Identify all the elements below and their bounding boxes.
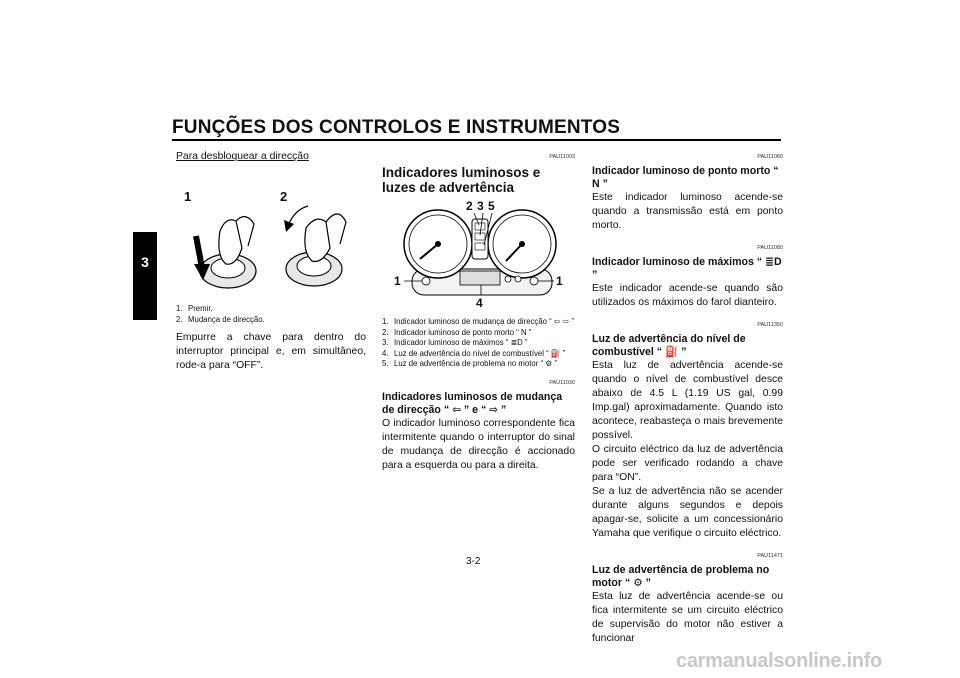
watermark: carmanualsonline.info <box>676 650 882 672</box>
caption-item: 2. Mudança de direcção. <box>176 314 265 324</box>
engine-trouble-heading: Luz de advertência de problema no motor “ ⚙ ” <box>592 564 770 589</box>
section-code: PAU11471 <box>757 553 783 559</box>
page-title: FUNÇÕES DOS CONTROLOS E INSTRUMENTOS <box>172 117 621 138</box>
turn-signal-body: O indicador luminoso correspondente fica intermitente quando o interruptor do sinal de mudança de direcção é accionado para a esquerda ou para a direita. <box>382 417 575 471</box>
fuel-level-heading: Luz de advertência do nível de combustível “ ⛽ ” <box>592 333 746 358</box>
caption-item: 3. Indicador luminoso de máximos “ ≣D ” <box>382 338 528 347</box>
figure-label-2: 2 <box>280 189 288 204</box>
caption-item: 1. Indicador luminoso de mudança de direcção “ ⇦ ⇨ ” <box>382 317 574 326</box>
caption-item: 5. Luz de advertência de problema no motor “ ⚙ ” <box>382 359 558 368</box>
instrument-panel-figure <box>382 199 575 311</box>
figure-label-4: 4 <box>476 296 483 310</box>
figure-label-5: 5 <box>488 199 495 213</box>
column-1 <box>176 150 366 373</box>
engine-trouble-body: Esta luz de advertência acende-se ou fica intermitente se um circuito eléctrico de supervisão do motor não estiver a funcionar <box>592 591 783 644</box>
section-code: PAU11003 <box>549 154 575 160</box>
figure-label-1-right: 1 <box>556 274 563 288</box>
section-code: PAU11350 <box>757 322 783 328</box>
steering-unlock-figure <box>176 176 366 296</box>
caption-item: 1. Premir. <box>176 304 213 313</box>
figure-label-1-left: 1 <box>394 274 401 288</box>
indicators-heading: Indicadores luminosos e luzes de advertência <box>382 165 541 195</box>
section-code: PAU11080 <box>757 245 783 251</box>
caption-item: 4. Luz de advertência do nível de combustível “ ⛽ ” <box>382 348 566 358</box>
figure-label-2: 2 <box>466 199 473 213</box>
figure-label-3: 3 <box>477 199 484 213</box>
column-3 <box>592 150 783 646</box>
unlock-body-text: Empurre a chave para dentro do interruptor principal e, em simultâneo, rode-a para “OFF”. <box>176 332 366 371</box>
key-illustration <box>176 176 366 296</box>
turn-signal-heading: Indicadores luminosos de mudança de direcção “ ⇦ ” e “ ⇨ ” <box>382 390 563 416</box>
fuel-level-body: Esta luz de advertência acende-se quando o nível de combustível desce abaixo de 4.5 L (1.19 US gal, 0.99 Imp.gal) aproximadamente. Quando isto acontece, reabasteça o mais brevemente possível. <box>592 360 783 441</box>
caption-item: 2. Indicador luminoso de ponto morto “ N ” <box>382 327 532 337</box>
neutral-body: Este indicador luminoso acende-se quando a transmissão está em ponto morto. <box>592 192 783 231</box>
instrument-panel-illustration <box>382 199 575 311</box>
section-code: PAU11060 <box>757 154 783 160</box>
figure-captions <box>176 304 366 325</box>
neutral-heading: Indicador luminoso de ponto morto “ N ” <box>592 165 779 190</box>
title-rule <box>172 139 781 141</box>
steering-unlock-subheading: Para desbloquear a direcção <box>176 151 309 162</box>
chapter-tab: 3 <box>133 232 157 320</box>
column-2 <box>382 150 575 473</box>
high-beam-body: Este indicador acende-se quando são utilizados os máximos do farol dianteiro. <box>592 283 783 308</box>
high-beam-heading: Indicador luminoso de máximos “ ≣D ” <box>592 256 782 281</box>
fuel-level-body: O circuito eléctrico da luz de advertência pode ser verificado rodando a chave para “ON”. <box>592 444 783 483</box>
page-number: 3-2 <box>466 556 481 567</box>
fuel-level-body: Se a luz de advertência não se acender durante alguns segundos e depois apagar-se, solicite a um concessionário Yamaha que verifique o circuito eléctrico. <box>592 486 783 539</box>
figure-captions <box>382 317 575 370</box>
figure-label-1: 1 <box>184 189 192 204</box>
section-code: PAU11030 <box>549 379 575 386</box>
